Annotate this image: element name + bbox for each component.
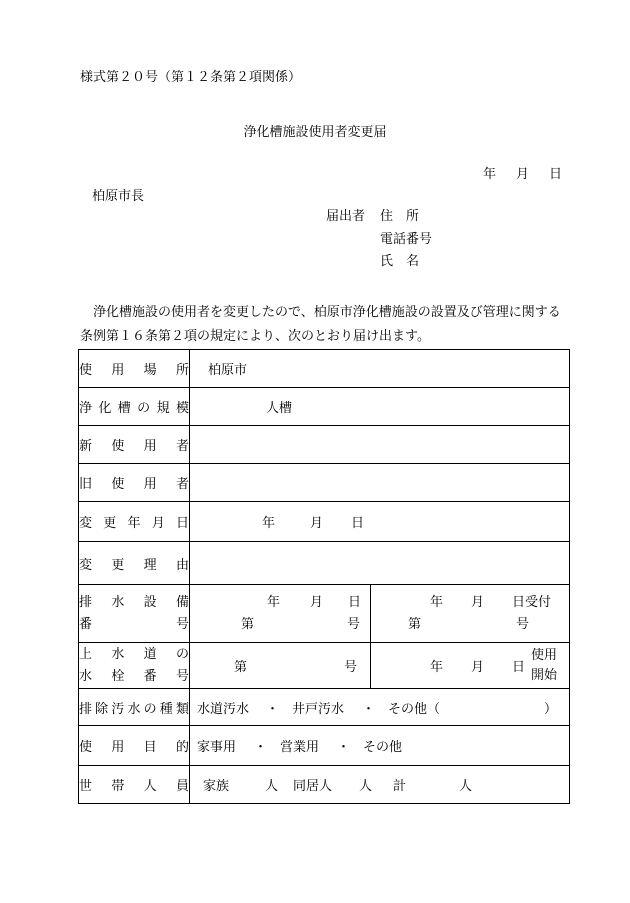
new-user-field[interactable] — [190, 426, 570, 464]
household-person-2: 人 — [359, 779, 373, 794]
drainage-left-day: 日 — [348, 594, 362, 610]
household-family: 家族 — [203, 779, 230, 794]
row-purpose — [79, 726, 570, 766]
row-old-user — [79, 464, 570, 502]
month-label: 月 — [516, 167, 530, 182]
label-text: 旧 使 用 者 — [79, 477, 189, 492]
applicant-role: 届出者 — [326, 209, 366, 224]
drainage-right-year: 年 — [430, 594, 444, 610]
drainage-right-dai: 第 — [408, 616, 422, 632]
applicant-block — [326, 206, 432, 274]
row-sewage — [79, 689, 570, 726]
water-start-field[interactable] — [371, 643, 570, 689]
row-change-date — [79, 502, 570, 542]
household-label — [79, 766, 190, 804]
label-text: 使 用 場 所 — [79, 363, 189, 378]
row-change-reason — [79, 542, 570, 585]
sewage-opt-other: その他（ — [388, 701, 441, 717]
change-day: 日 — [351, 516, 365, 531]
label-text: 上 水 道 の — [79, 646, 189, 662]
water-number-field[interactable] — [190, 643, 371, 689]
change-year: 年 — [262, 516, 276, 531]
change-date-field[interactable] — [190, 502, 570, 542]
household-person-3: 人 — [459, 779, 473, 794]
household-total: 計 — [393, 779, 407, 794]
scale-field[interactable] — [190, 388, 570, 426]
label-text: 世 帯 人 員 — [79, 779, 189, 794]
water-day: 日 — [512, 660, 526, 675]
label-text: 排 水 設 備 — [79, 594, 189, 610]
day-label: 日 — [549, 167, 563, 182]
drainage-right-day: 日受付 — [512, 594, 552, 610]
drainage-left-go: 号 — [347, 616, 361, 632]
sewage-opt-well: 井戸汚水 — [292, 701, 345, 717]
row-new-user — [79, 426, 570, 464]
sewage-dot-2: ・ — [362, 701, 376, 717]
old-user-field[interactable] — [190, 464, 570, 502]
purpose-dot-1: ・ — [254, 740, 268, 755]
label-text: 浄 化 槽 の 規 模 — [79, 401, 189, 416]
drainage-right-field[interactable] — [371, 585, 570, 643]
label-text: 使 用 目 的 — [79, 740, 189, 755]
form-number: 様式第２０号（第１２条第２項関係） — [80, 70, 302, 85]
scale-label — [79, 388, 190, 426]
body-text: 浄化槽施設の使用者を変更したので、柏原市浄化槽施設の設置及び管理に関する条例第１６条第２項の規定により、次のとおり届け出ます。 — [80, 305, 561, 344]
row-scale — [79, 388, 570, 426]
water-year: 年 — [430, 660, 444, 675]
drainage-label — [79, 585, 190, 643]
drainage-right-go: 号 — [516, 616, 530, 632]
drainage-left-year: 年 — [267, 594, 281, 610]
drainage-left-month: 月 — [310, 594, 324, 610]
sewage-label — [79, 689, 190, 726]
purpose-dot-2: ・ — [337, 740, 351, 755]
purpose-field[interactable] — [190, 726, 570, 766]
new-user-label — [79, 426, 190, 464]
location-field[interactable] — [190, 350, 570, 388]
old-user-label — [79, 464, 190, 502]
water-use-start: 使用 開始 — [531, 647, 558, 683]
change-month: 月 — [310, 516, 324, 531]
household-lodger: 同居人 — [293, 779, 333, 794]
row-drainage — [79, 585, 570, 643]
label-text: 水 栓 番 号 — [79, 668, 189, 684]
label-text: 番 号 — [79, 616, 189, 632]
label-text: 変 更 理 由 — [79, 557, 189, 573]
location-label — [79, 350, 190, 388]
row-water — [79, 643, 570, 689]
year-label: 年 — [483, 167, 497, 182]
water-month: 月 — [471, 660, 485, 675]
change-date-label — [79, 502, 190, 542]
document-title: 浄化槽施設使用者変更届 — [243, 125, 387, 140]
sewage-dot-1: ・ — [266, 701, 280, 717]
purpose-label — [79, 726, 190, 766]
purpose-opt-home: 家事用 — [197, 740, 237, 755]
sewage-close: ） — [544, 701, 558, 717]
submission-date — [483, 163, 562, 182]
water-go: 号 — [344, 660, 358, 675]
label-text: 排 除 汚 水 の 種 類 — [79, 701, 189, 717]
drainage-left-field[interactable] — [190, 585, 371, 643]
household-field[interactable] — [190, 766, 570, 804]
sewage-opt-tap: 水道汚水 — [197, 701, 250, 717]
applicant-name-label: 氏 名 — [380, 254, 420, 269]
water-dai: 第 — [234, 660, 248, 675]
purpose-opt-other: その他 — [363, 740, 403, 755]
purpose-opt-business: 営業用 — [280, 740, 320, 755]
household-person-1: 人 — [265, 779, 279, 794]
applicant-phone-label: 電話番号 — [380, 231, 433, 247]
addressee: 柏原市長 — [92, 189, 145, 204]
drainage-left-dai: 第 — [241, 616, 255, 632]
water-label — [79, 643, 190, 689]
row-household — [79, 766, 570, 804]
location-value: 柏原市 — [208, 363, 248, 378]
change-reason-field[interactable] — [190, 542, 570, 585]
change-reason-label — [79, 542, 190, 585]
label-text: 変 更 年 月 日 — [79, 516, 189, 531]
notification-form-table — [78, 349, 570, 804]
drainage-right-month: 月 — [471, 594, 485, 610]
scale-unit: 人槽 — [266, 401, 293, 416]
label-text: 新 使 用 者 — [79, 439, 189, 454]
applicant-address-label: 住 所 — [380, 209, 420, 224]
row-location — [79, 350, 570, 388]
sewage-field[interactable] — [190, 689, 570, 726]
